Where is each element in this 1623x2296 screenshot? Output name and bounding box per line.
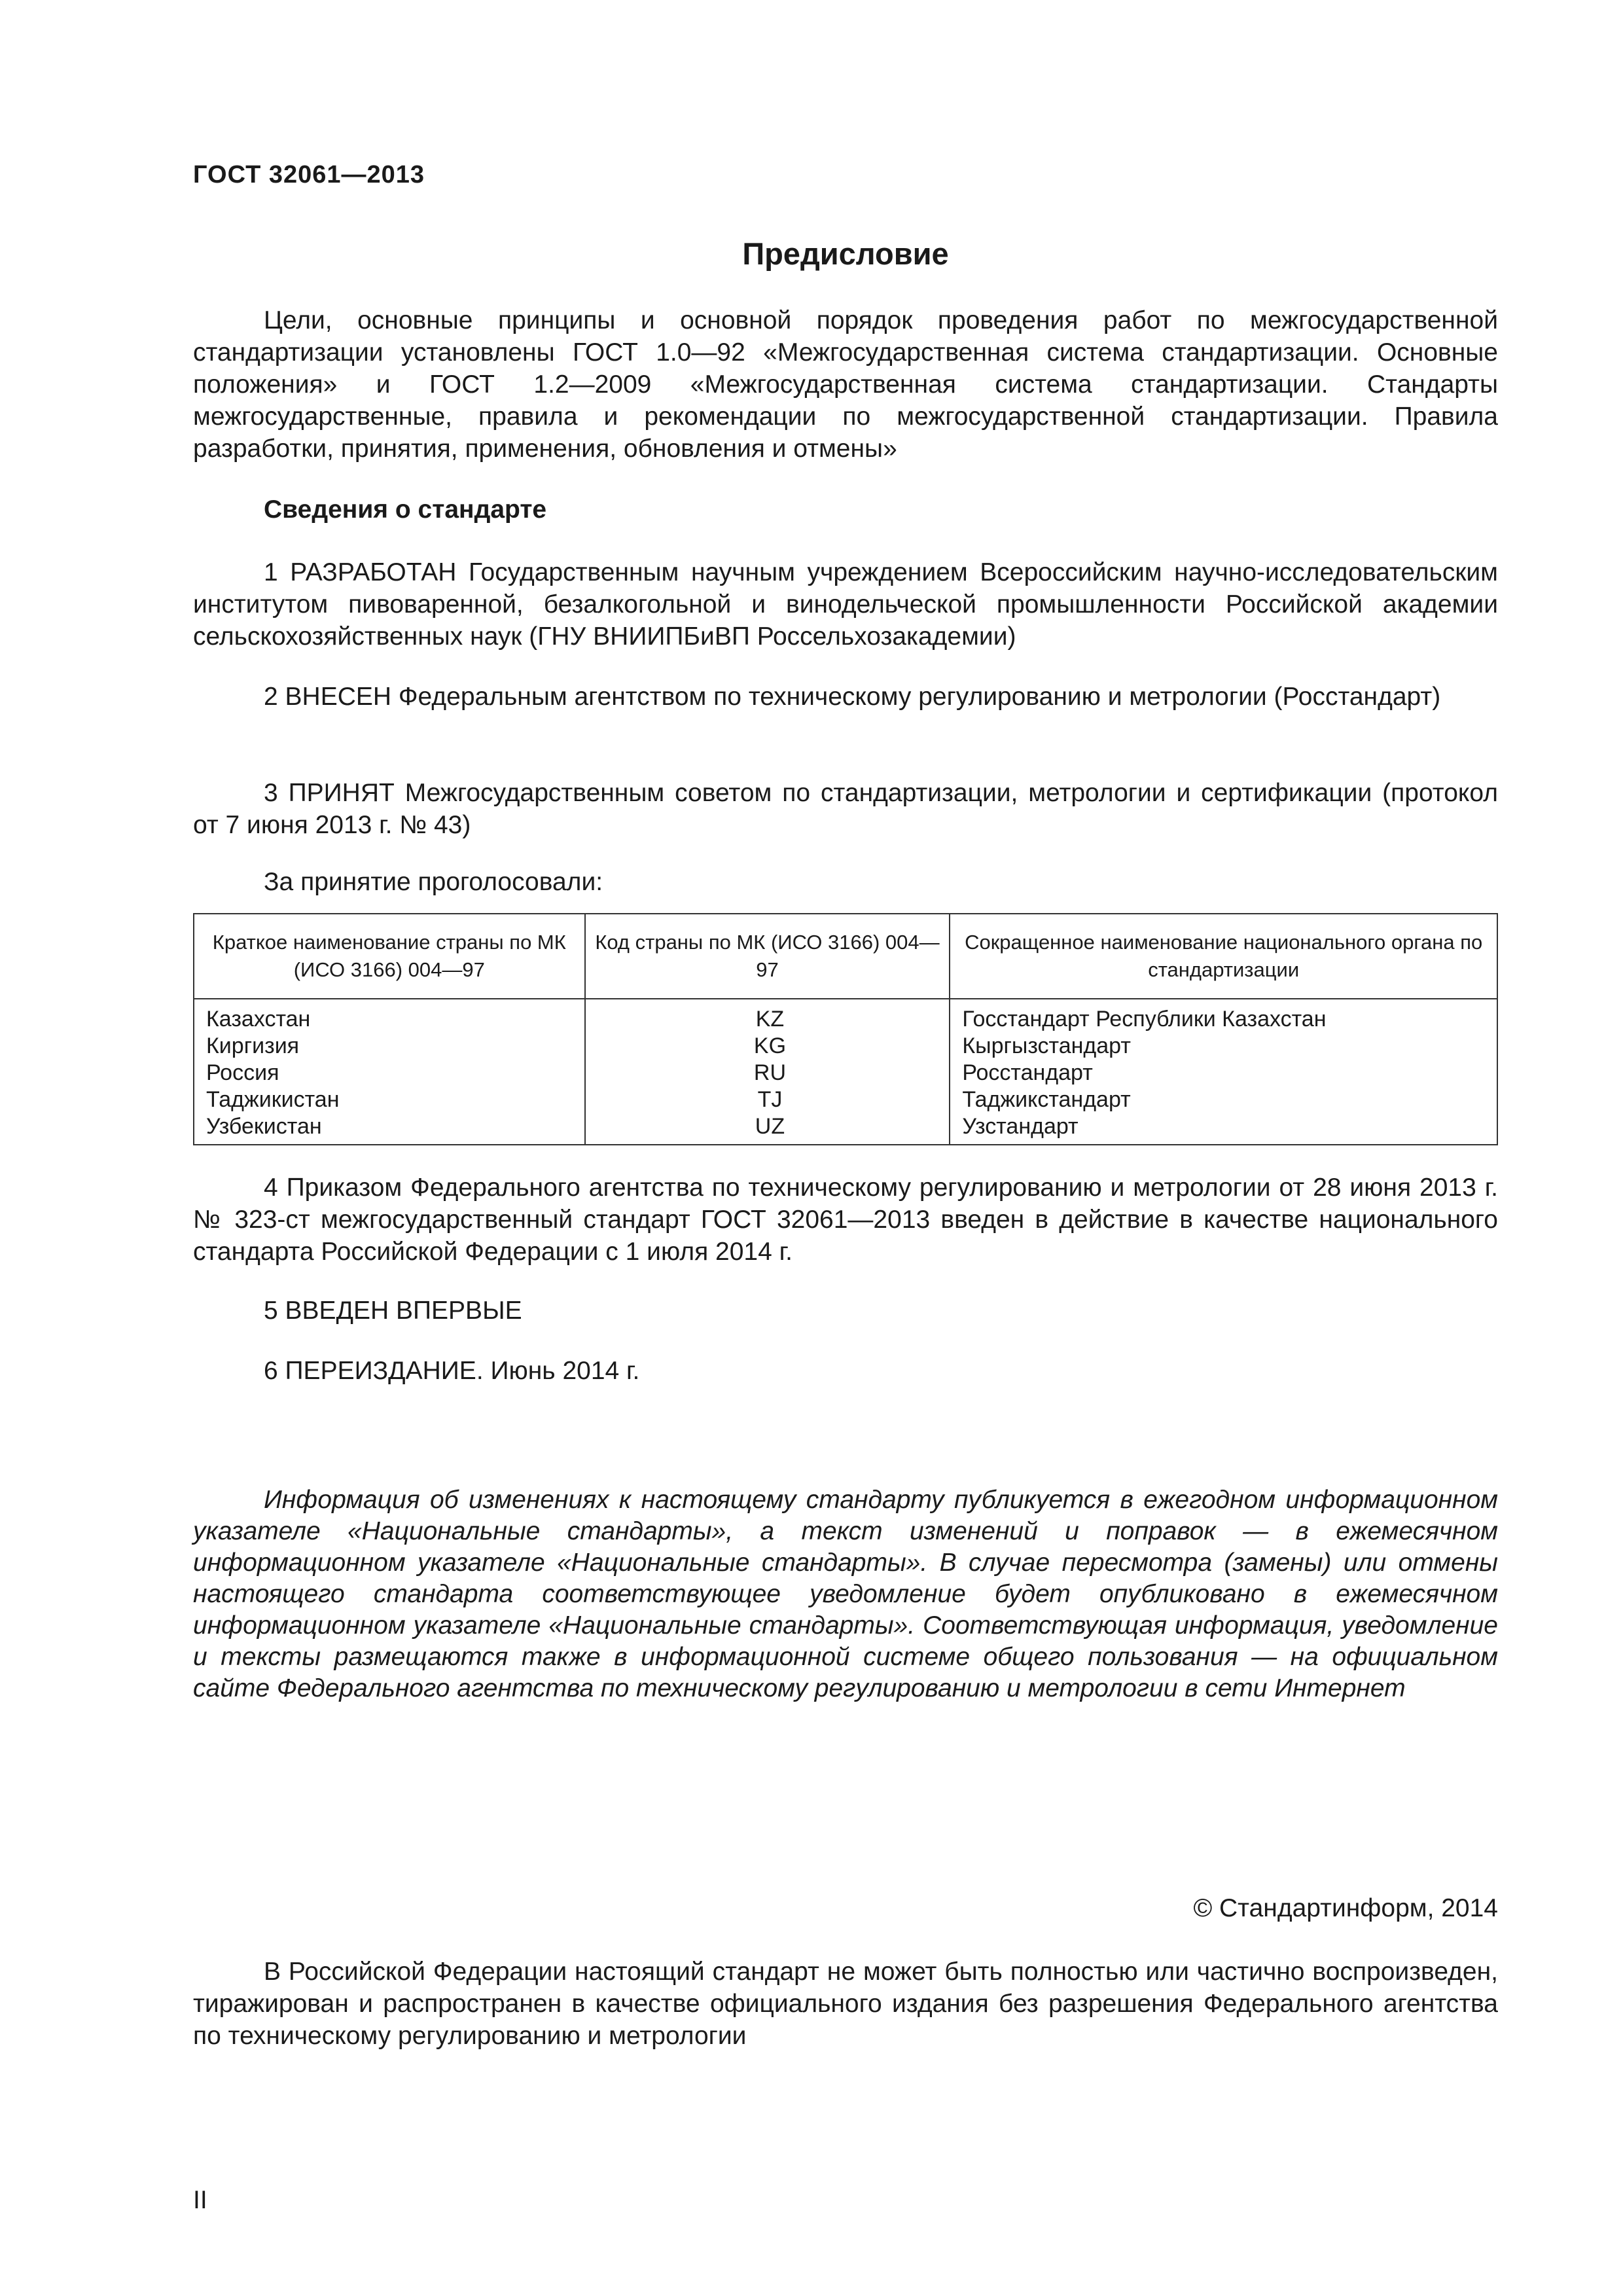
table-row (194, 1060, 1497, 1086)
header-country-name: Краткое наименование страны по МК (ИСО 3166) 004—97 (194, 914, 585, 999)
rights-notice: В Российской Федерации настоящий стандарт не может быть полностью или частично воспроизведен, тиражирован и распространен в качестве официального издания без разрешения Федерального агентства по техническому регулированию и метрологии (193, 1958, 1498, 2050)
country-code: KZ (585, 999, 950, 1033)
table-row (194, 1086, 1497, 1113)
table-header-row (194, 914, 1497, 999)
document-code: ГОСТ 32061—2013 (193, 161, 425, 188)
item-order: 4 Приказом Федерального агентства по техническому регулированию и метрологии от 28 июня 2013 г. № 323-ст межгосударственный стандарт ГОСТ 32061—2013 введен в действие в качестве национального стандарта Российской Федерации с 1 июля 2014 г. (193, 1174, 1498, 1266)
intro-paragraph: Цели, основные принципы и основной порядок проведения работ по межгосударственной стандартизации установлены ГОСТ 1.0—92 «Межгосударственная система стандартизации. Основные положения» и ГОСТ 1.2—2009 «Межгосударственная система стандартизации. Стандарты межгосударственные, правила и рекомендации по межгосударственной стандартизации. Правила разработки, принятия, применения, обновления и отмены» (193, 306, 1498, 463)
national-body: Кыргызстандарт (950, 1033, 1497, 1060)
country-name: Таджикистан (194, 1086, 585, 1113)
country-code: KG (585, 1033, 950, 1060)
country-name: Казахстан (194, 999, 585, 1033)
copyright-notice: © Стандартинформ, 2014 (1193, 1894, 1498, 1922)
table-row (194, 999, 1497, 1033)
table-row (194, 1113, 1497, 1145)
table-row (194, 1033, 1497, 1060)
section-heading-standard-info: Сведения о стандарте (264, 495, 547, 524)
country-code: UZ (585, 1113, 950, 1145)
item-introduced: 2 ВНЕСЕН Федеральным агентством по техническому регулированию и метрологии (Росстандарт) (264, 683, 1441, 711)
header-country-code: Код страны по МК (ИСО 3166) 004—97 (585, 914, 950, 999)
country-name: Киргизия (194, 1033, 585, 1060)
item-developed: 1 РАЗРАБОТАН Государственным научным учреждением Всероссийским научно-исследовательским институтом пивоваренной, безалкогольной и винодельческой промышленности Российской академии сельскохозяйственных наук (ГНУ ВНИИПБиВП Россельхозакадемии) (193, 558, 1498, 651)
voting-countries-table (193, 913, 1498, 1145)
national-body: Росстандарт (950, 1060, 1497, 1086)
national-body: Узстандарт (950, 1113, 1497, 1145)
country-name: Узбекистан (194, 1113, 585, 1145)
page-number: II (193, 2186, 207, 2214)
item-reissue: 6 ПЕРЕИЗДАНИЕ. Июнь 2014 г. (264, 1357, 640, 1385)
country-name: Россия (194, 1060, 585, 1086)
page-title: Предисловие (742, 236, 949, 271)
changes-info-paragraph: Информация об изменениях к настоящему стандарту публикуется в ежегодном информационном указателе «Национальные стандарты», а текст изменений и поправок — в ежемесячном информационном указателе «Национальные стандарты». В случае пересмотра (замены) или отмены настоящего стандарта соответствующее уведомление будет опубликовано в ежемесячном информационном указателе «Национальные стандарты». Соответствующая информация, уведомление и тексты размещаются также в информационной системе общего пользования — на официальном сайте Федерального агентства по техническому регулированию и метрологии в сети Интернет (193, 1486, 1498, 1702)
item-first-introduced: 5 ВВЕДЕН ВПЕРВЫЕ (264, 1297, 522, 1325)
votes-label: За принятие проголосовали: (264, 868, 603, 896)
header-national-body: Сокращенное наименование национального органа по стандартизации (950, 914, 1497, 999)
national-body: Таджикстандарт (950, 1086, 1497, 1113)
item-adopted: 3 ПРИНЯТ Межгосударственным советом по стандартизации, метрологии и сертификации (протокол от 7 июня 2013 г. № 43) (193, 779, 1498, 839)
country-code: TJ (585, 1086, 950, 1113)
national-body: Госстандарт Республики Казахстан (950, 999, 1497, 1033)
country-code: RU (585, 1060, 950, 1086)
